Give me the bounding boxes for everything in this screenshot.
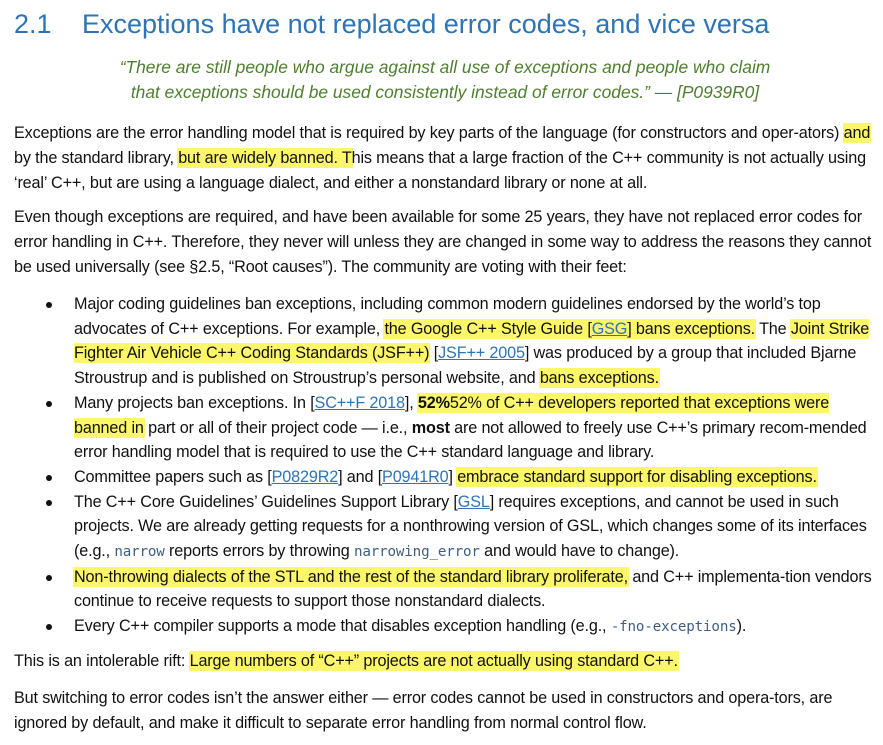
text-run: Many projects ban exceptions. In [ xyxy=(74,393,315,412)
highlight-text: ] bans exceptions. xyxy=(627,319,756,338)
highlight xyxy=(384,320,755,338)
code-narrowing-error: narrowing_error xyxy=(353,544,480,561)
section-title: Exceptions have not replaced error codes, and vice versa xyxy=(82,9,770,39)
list-item xyxy=(14,490,876,565)
epigraph-quote xyxy=(14,55,876,105)
highlight: bans exceptions. xyxy=(539,369,659,388)
highlight: but are widely banned. T xyxy=(178,149,352,167)
text-run: and C++ implementa-tion vendors continue to receive requests to support those nonstandard dialects. xyxy=(74,567,872,611)
text-run: and would have to change). xyxy=(479,542,680,561)
highlight-text: the Google C++ Style Guide [ xyxy=(384,319,592,338)
text-run: by the standard library, xyxy=(14,149,179,167)
text-run: Exceptions are the error handling model that is required by key parts of the language (for constructors and oper-ators) xyxy=(14,124,844,142)
citation-link-p0941[interactable]: P0941R0 xyxy=(382,467,449,486)
code-narrow: narrow xyxy=(114,544,165,561)
text-run: Committee papers such as [ xyxy=(74,467,272,486)
highlight: embrace standard support for disabling exceptions. xyxy=(457,467,817,486)
quote-line-2: that exceptions should be used consistently instead of error codes.” — [P0939R0] xyxy=(130,82,760,102)
highlight: Large numbers of “C++” projects are not actually using standard C++. xyxy=(189,652,678,670)
text-run: The xyxy=(755,319,791,338)
paragraph-rift xyxy=(14,649,876,674)
citation-link-p0829[interactable]: P0829R2 xyxy=(271,467,339,486)
text-run: The C++ Core Guidelines’ Guidelines Support Library [ xyxy=(74,492,458,511)
text-run: ], xyxy=(404,393,418,412)
highlight: Non-throwing dialects of the STL and the rest of the standard library proliferate, xyxy=(74,567,628,586)
text-run: ] requires exceptions, and cannot be used in such projects. We are already getting requests for a nonthrowing version of GSL, which changes some of its interfaces (e.g., xyxy=(74,492,867,561)
code-fno-exceptions: -fno-exceptions xyxy=(610,619,737,636)
bullet-icon xyxy=(46,624,52,630)
text-run: ] xyxy=(448,467,458,486)
citation-link-gsl[interactable]: GSL xyxy=(457,492,490,511)
text-run: Major coding guidelines ban exceptions, including common modern guidelines endorsed by the world’s top advocates of C++ exceptions. For example, xyxy=(74,295,821,338)
text-run: This is an intolerable rift: xyxy=(14,652,190,670)
bullet-icon xyxy=(46,475,52,481)
citation-link-jsf[interactable]: JSF++ 2005 xyxy=(438,344,525,363)
paragraph-intro xyxy=(14,121,876,196)
paragraph-conclusion: But switching to error codes isn’t the answer either — error codes cannot be used in constructors and opera-tors, are ignored by default, and make it difficult to separate error handling from normal control flow. xyxy=(14,689,833,732)
list-item xyxy=(14,565,876,614)
bullet-icon xyxy=(46,302,52,308)
paragraph-context: Even though exceptions are required, and have been available for some 25 years, they have not replaced error codes for error handling in C++. Therefore, they never will unless they are changed in some way to address the reasons they cannot be used universally (see §2.5, “Root causes”). The community are voting with their feet: xyxy=(14,208,872,276)
text-run: part or all of their project code — i.e., xyxy=(143,418,412,437)
bullet-icon xyxy=(46,575,52,581)
section-heading xyxy=(14,8,769,40)
section-number: 2.1 xyxy=(14,9,52,39)
text-run: reports errors by throwing xyxy=(164,542,354,561)
citation-link-scppf[interactable]: SC++F 2018 xyxy=(314,393,405,412)
highlight: Joint Strike Fighter Air Vehicle C++ Coding Standards (JSF++) xyxy=(74,319,870,363)
list-item xyxy=(14,465,876,490)
highlight: and xyxy=(843,124,871,142)
list-item xyxy=(14,292,876,391)
text-run: [ xyxy=(429,344,439,363)
text-run: ). xyxy=(736,617,747,636)
evidence-list xyxy=(14,292,876,640)
text-run: Every C++ compiler supports a mode that disables exception handling (e.g., xyxy=(74,617,611,636)
highlight-text: 52% of C++ developers reported that exceptions were banned in xyxy=(74,393,830,437)
list-item xyxy=(14,614,876,640)
quote-line-1: “There are still people who argue against all use of exceptions and people who claim xyxy=(119,57,771,77)
text-run: ] and [ xyxy=(338,467,383,486)
list-item xyxy=(14,391,876,465)
emphasis: most xyxy=(411,418,450,437)
text-run: ] was produced by a group that included Bjarne Stroustrup and is published on Stroustrup’s personal website, and xyxy=(74,344,857,388)
citation-link-gsg[interactable]: GSG xyxy=(591,319,628,338)
text-run: are not allowed to freely use C++’s primary recom-mended error handling model that is required to use the C++ standard language and library. xyxy=(74,418,867,462)
bullet-icon xyxy=(46,401,52,407)
highlight: 52%52% of C++ developers reported that exceptions were banned in xyxy=(74,393,830,437)
text-run: his means that a large fraction of the C++ community is not actually using ‘real’ C++, but are using a language dialect, and either a nonstandard library or none at all. xyxy=(14,149,866,192)
bullet-icon xyxy=(46,500,52,506)
